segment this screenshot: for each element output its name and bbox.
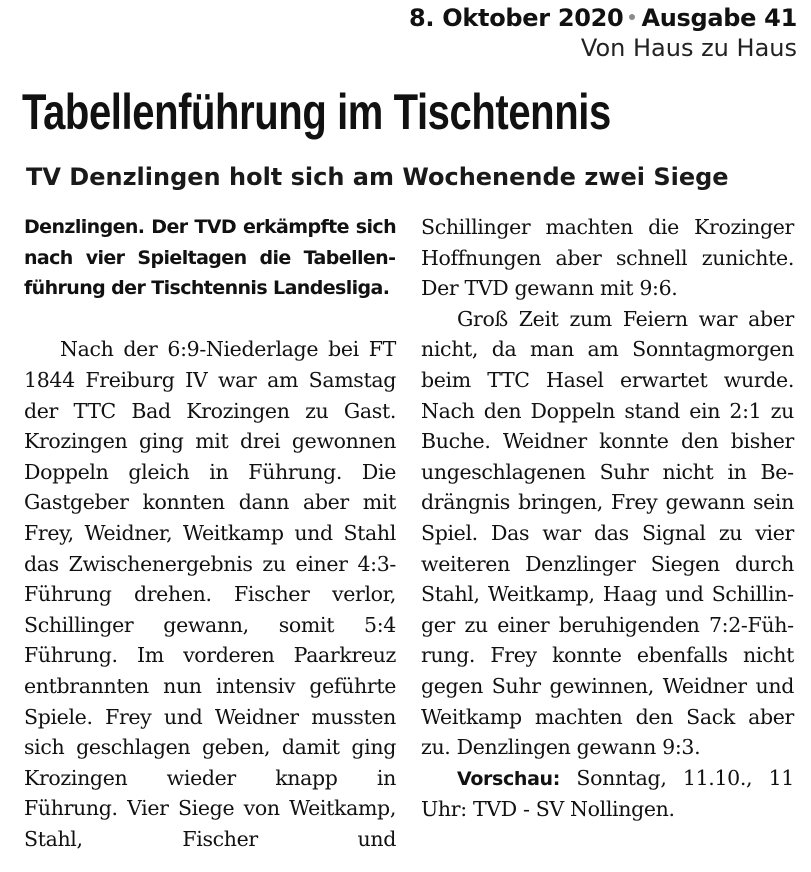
section-title: Von Haus zu Haus <box>580 34 797 62</box>
article-body-paragraph-2: Groß Zeit zum Feiern war aber nicht, da man am Sonntagmorgen beim TTC Hasel erwartet wurde. Nach den Doppeln stand ein 2:1 zu Buche. Weidner konnte den bisher ungeschlagenen Suhr nicht in Bedrängnis bringen, Frey gewann sein Spiel. Das war das Signal zu vier weiteren Denzlinger Siegen durch Stahl, Weitkamp, Haag und Schillinger zu einer beruhigenden 7:2-Führung. Frey konnte ebenfalls nicht gegen Suhr gewinnen, Weidner und Weitkamp machten den Sack aber zu. Denzlingen gewann 9:3. <box>421 306 794 760</box>
paragraph-gap <box>24 304 396 335</box>
article-body-paragraph-1: Nach der 6:9-Niederlage bei FT 1844 Freiburg IV war am Samstag der TTC Bad Krozingen zu Gast. Krozingen ging mit drei gewonnen Doppeln gleich in Führung. Die Gastgeber konnten dann aber mit Frey, Weidner, Weitkamp und Stahl das Zwischenergebnis zu einer 4:3-Führung drehen. Fischer verlor, Schillinger gewann, somit 5:4 Führung. Im vorderen Paarkreuz entbrannten nun intensiv geführte Spiele. Frey und Weidner mussten sich geschlagen geben, damit ging Krozingen wieder knapp in Führung. Vier Siege von Weitkamp, Stahl, Fischer und <box>24 337 396 851</box>
preview-label: Vorschau: <box>457 767 560 790</box>
issue-line <box>409 4 797 33</box>
article-subheadline: TV Denzlingen holt sich am Wochenende zwei Siege <box>26 163 729 191</box>
article-headline: Tabellenführung im Tischtennis <box>22 84 611 140</box>
separator-dot-icon <box>629 14 635 20</box>
article-preview <box>421 763 794 825</box>
preview-text: Sonntag, 11.10., 11 Uhr: TVD - SV Nollingen. <box>421 765 794 822</box>
masthead <box>409 4 797 63</box>
issue-date: 8. Oktober 2020 <box>409 4 624 32</box>
article-column-right <box>421 212 794 825</box>
article-column-left <box>24 212 396 854</box>
article-body-paragraph-1-continued: Schillinger machten die Krozinger Hoffnungen aber schnell zunichte. Der TVD gewann mit 9:6. <box>421 215 794 301</box>
article-lead: Denzlingen. Der TVD erkämpfte sich nach vier Spieltagen die Tabellenführung der Tischtennis Landesliga. <box>24 216 396 300</box>
issue-number: Ausgabe 41 <box>641 4 797 32</box>
